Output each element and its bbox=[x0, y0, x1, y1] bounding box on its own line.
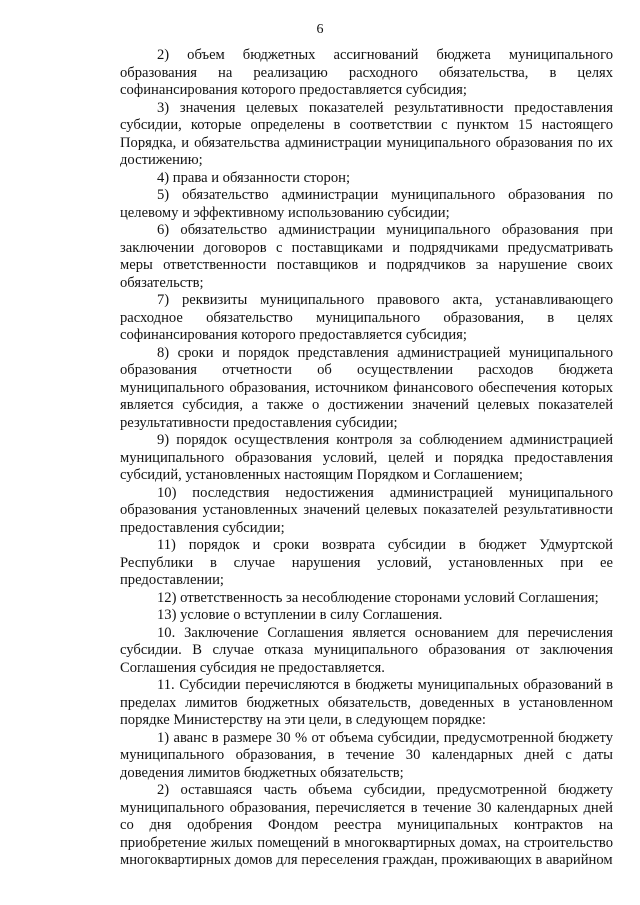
paragraph-clause-11: 11. Субсидии перечисляются в бюджеты муниципальных образований в пределах лимитов бюджетных обязательств, доведенных в установленном порядке Министерству на эти цели, в следующем порядке: bbox=[120, 677, 613, 728]
paragraph-item-11: 11) порядок и сроки возврата субсидии в бюджет Удмуртской Республики в случае нарушения условий, установленных при ее предоставлении; bbox=[120, 537, 613, 588]
paragraph-item-12: 12) ответственность за несоблюдение сторонами условий Соглашения; bbox=[157, 589, 599, 606]
paragraph-item-4: 4) права и обязанности сторон; bbox=[157, 169, 350, 186]
paragraph-item-8: 8) сроки и порядок представления администрацией муниципального образования отчетности об осуществлении расходов бюджета муниципального образования, источником финансового обеспечения которых является субсидия, а также о достижении значений целевых показателей результативности предоставления субсидии; bbox=[120, 344, 613, 431]
paragraph-clause-10: 10. Заключение Соглашения является основанием для перечисления субсидии. В случае отказа муниципального образования от заключения Соглашения субсидия не предоставляется. bbox=[120, 624, 613, 676]
paragraph-sub-2: 2) оставшаяся часть объема субсидии, предусмотренной бюджету муниципального образования, перечисляется в течение 30 календарных дней со дня одобрения Фондом реестра муниципальных контрактов на приобретение жилых помещений в многоквартирных домах, на строительство многоквартирных домов для переселения граждан, проживающих в аварийном bbox=[120, 782, 613, 868]
page-number: 6 bbox=[316, 22, 324, 37]
paragraph-item-6: 6) обязательство администрации муниципального образования при заключении договоров с поставщиками и подрядчиками предусматривать меры ответственности поставщиков и подрядчиков за нарушение своих обязательств; bbox=[120, 222, 613, 291]
paragraph-item-10: 10) последствия недостижения администрацией муниципального образования установленных значений целевых показателей результативности предоставления субсидии; bbox=[120, 484, 613, 536]
paragraph-item-2: 2) объем бюджетных ассигнований бюджета муниципального образования на реализацию расходного обязательства, в целях софинансирования которого предоставляется субсидия; bbox=[120, 47, 613, 98]
paragraph-item-13: 13) условие о вступлении в силу Соглашения. bbox=[157, 607, 443, 623]
document-body bbox=[120, 47, 613, 870]
paragraph-item-9: 9) порядок осуществления контроля за соблюдением администрацией муниципального образования условий, целей и порядка предоставления субсидий, установленных настоящим Порядком и Соглашением; bbox=[120, 432, 613, 483]
paragraph-item-5: 5) обязательство администрации муниципального образования по целевому и эффективному использованию субсидии; bbox=[120, 187, 613, 221]
paragraph-item-7: 7) реквизиты муниципального правового акта, устанавливающего расходное обязательство муниципального образования, в целях софинансирования которого предоставляется субсидия; bbox=[120, 292, 613, 343]
paragraph-item-3: 3) значения целевых показателей результативности предоставления субсидии, которые определены в соответствии с пунктом 15 настоящего Порядка, и обязательства администрации муниципального образования по их достижению; bbox=[120, 99, 613, 168]
paragraph-sub-1: 1) аванс в размере 30 % от объема субсидии, предусмотренной бюджету муниципального образования, в течение 30 календарных дней с даты доведения лимитов бюджетных обязательств; bbox=[120, 729, 613, 781]
